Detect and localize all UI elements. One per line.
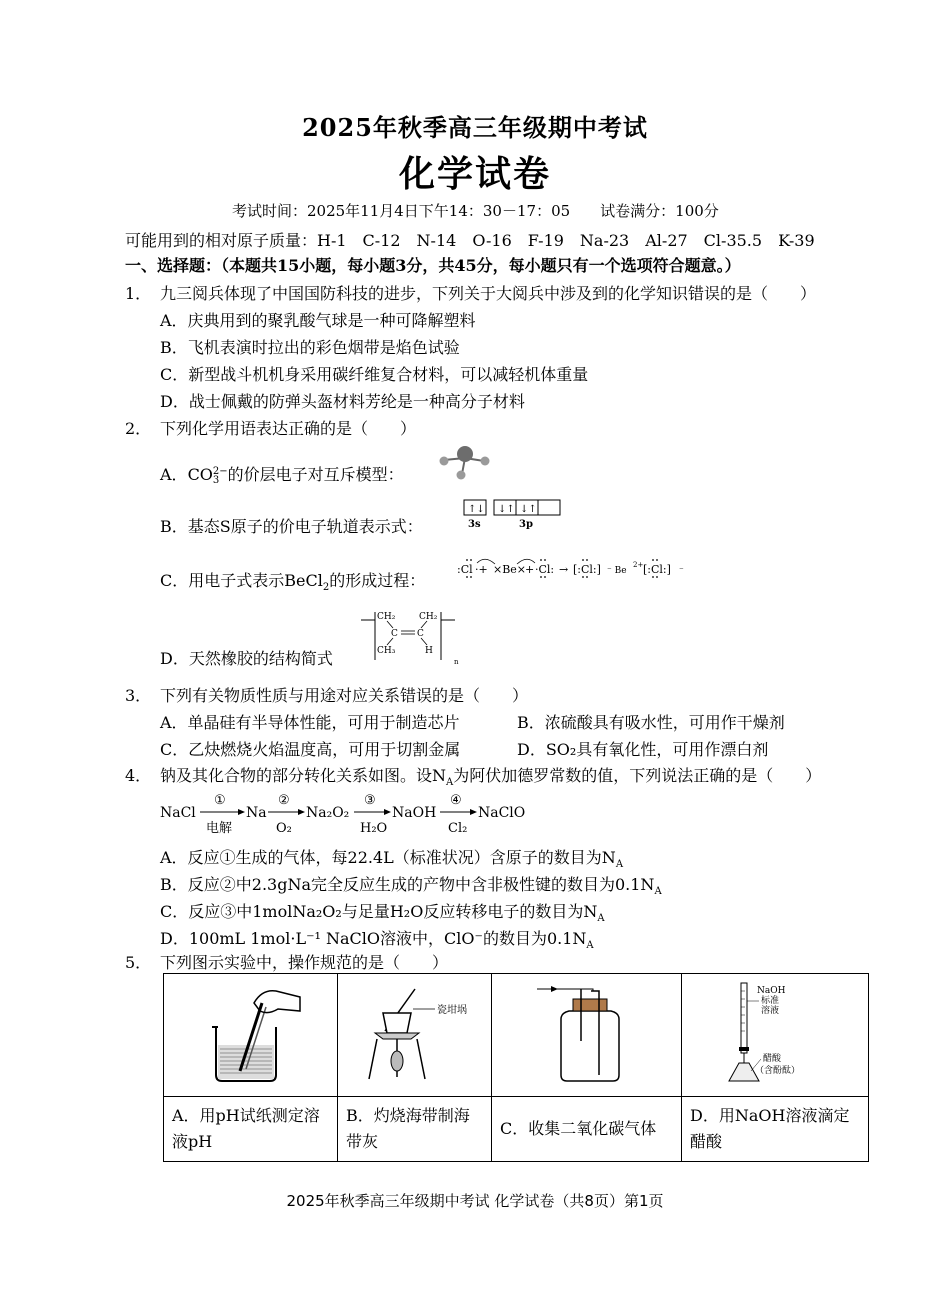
step-3: ③: [364, 793, 376, 808]
molecule-model-image: [432, 440, 496, 480]
exam-info: 考试时间：2025年11月4日下午14：30－17：05 试卷满分：100分: [232, 202, 719, 220]
q2-a-subscript: 3: [212, 474, 220, 486]
crucible-figure: [355, 983, 475, 1083]
rubber-ch2-left: CH₂: [377, 612, 396, 622]
orbital-label-3p: 3p: [519, 519, 533, 529]
svg-text:·Cl:: ·Cl:: [535, 563, 555, 576]
q2-option-b: B．基态S原子的价电子轨道表示式：: [160, 517, 423, 536]
cond-1: 电解: [206, 821, 233, 836]
q4-a-sub: A: [615, 859, 624, 871]
svg-text:⁻: ⁻: [679, 566, 684, 576]
acetic-acid-label: 醋酸: [763, 1054, 782, 1064]
figure-a-cell: [164, 974, 338, 1097]
naoh-solution-label: 溶液: [761, 1006, 780, 1016]
q2-stem: 下列化学用语表达正确的是（ ）: [160, 419, 417, 438]
q4-c-sub: A: [597, 913, 605, 925]
q1-stem: 九三阅兵体现了中国国防科技的进步，下列关于大阅兵中涉及到的化学知识错误的是（ ）: [160, 284, 817, 303]
q1-option-a: A．庆典用到的聚乳酸气球是一种可降解塑料: [160, 311, 476, 330]
q2-option-d: D．天然橡胶的结构简式: [160, 649, 333, 668]
svg-text:[:Cl:]: [:Cl:]: [573, 563, 601, 576]
rubber-carbon-2: C: [417, 629, 424, 639]
ph-test-figure: [196, 983, 306, 1083]
q4-b-sub: A: [654, 886, 662, 898]
rubber-ch2-right: CH₂: [419, 612, 438, 622]
q5-stem: 下列图示实验中，操作规范的是（ ）: [160, 953, 449, 972]
phenolphthalein-label: （含酚酞）: [755, 1066, 801, 1076]
cond-3: H₂O: [360, 821, 388, 836]
section-heading: 一、选择题：（本题共15小题，每小题3分，共45分，每小题只有一个选项符合题意。）: [125, 256, 741, 275]
figure-c-cell: [492, 974, 682, 1097]
q4-a-text: A．反应①生成的气体，每22.4L（标准状况）含原子的数目为N: [160, 848, 616, 867]
q4-option-a: [160, 845, 623, 870]
figure-d-cell: [682, 974, 869, 1097]
q3-option-c: C．乙炔燃烧火焰温度高，可用于切割金属: [160, 740, 461, 759]
cond-2: O₂: [276, 821, 292, 836]
svg-text:+: +: [525, 563, 535, 576]
svg-text:⁻ Be: ⁻ Be: [607, 566, 627, 576]
orbital-label-3s: 3s: [468, 519, 481, 529]
q3-option-b: B．浓硫酸具有吸水性，可用作干燥剂: [517, 713, 785, 732]
caption-c: C．收集二氧化碳气体: [492, 1097, 682, 1162]
caption-a: A．用pH试纸测定溶液pH: [164, 1097, 338, 1162]
q4-option-c: [160, 899, 605, 924]
species-naclo: NaClO: [478, 805, 526, 821]
q4-b-text: B．反应②中2.3gNa完全反应生成的产物中含非极性键的数目为0.1N: [160, 875, 655, 894]
svg-text::Cl: :Cl: [457, 563, 473, 576]
q1-option-d: D．战士佩戴的防弹头盔材料芳纶是一种高分子材料: [160, 392, 525, 411]
rubber-ch3: CH₃: [377, 646, 396, 656]
q2-a-charge: 2−: [212, 465, 228, 477]
svg-text:↑↓: ↑↓: [468, 504, 485, 515]
q4-stem-sub: A: [446, 777, 454, 789]
rubber-n: n: [454, 658, 459, 666]
q2-option-c: [160, 568, 425, 593]
q2-c-text: 的形成过程：: [329, 571, 426, 590]
q3-option-a: A．单晶硅有半导体性能，可用于制造芯片: [160, 713, 460, 732]
rubber-h: H: [425, 646, 433, 656]
q5-number: 5．: [125, 953, 152, 972]
naoh-standard-label: 标准: [761, 996, 780, 1006]
caption-b: B．灼烧海带制海带灰: [338, 1097, 492, 1162]
svg-text:2+: 2+: [633, 561, 644, 569]
q4-stem-text: 钠及其化合物的部分转化关系如图。设N: [160, 766, 447, 785]
crucible-label: 瓷坩埚: [436, 1005, 467, 1016]
species-na: Na: [246, 805, 267, 821]
svg-text:·+: ·+: [475, 563, 488, 576]
q2-a-prefix: A．: [160, 465, 188, 484]
q1-number: 1．: [125, 284, 152, 303]
step-1: ①: [214, 793, 226, 808]
q4-number: 4．: [125, 766, 152, 785]
svg-text:×Be×: ×Be×: [493, 563, 527, 576]
q4-stem-post: 为阿伏加德罗常数的值，下列说法正确的是（ ）: [453, 766, 822, 785]
svg-text:↓↑: ↓↑: [520, 504, 537, 515]
q4-option-d: [160, 926, 594, 951]
cond-4: Cl₂: [448, 821, 468, 836]
q2-a-text: 的价层电子对互斥模型：: [227, 465, 404, 484]
species-na2o2: Na₂O₂: [306, 805, 350, 821]
q3-number: 3．: [125, 686, 152, 705]
rubber-carbon-1: C: [391, 629, 398, 639]
electron-formula-image: [455, 554, 695, 582]
figure-b-cell: [338, 974, 492, 1097]
svg-text:↓↑: ↓↑: [498, 504, 515, 515]
naoh-label: NaOH: [757, 986, 786, 996]
titration-figure: [715, 981, 835, 1085]
q1-option-b: B．飞机表演时拉出的彩色烟带是焰色试验: [160, 338, 460, 357]
experiment-table: [163, 973, 869, 1162]
svg-text:[:Cl:]: [:Cl:]: [643, 563, 671, 576]
step-4: ④: [450, 793, 462, 808]
q4-d-sub: A: [586, 940, 594, 952]
svg-text:→: →: [559, 563, 569, 576]
q4-d-text: D．100mL 1mol·L⁻¹ NaClO溶液中，ClO⁻的数目为0.1N: [160, 929, 587, 948]
subject-title: 化学试卷: [398, 153, 551, 195]
q2-c-prefix: C．用电子式表示BeCl: [160, 571, 323, 590]
atomic-masses: 可能用到的相对原子质量：H-1 C-12 N-14 O-16 F-19 Na-23 Al-27 Cl-35.5 K-39: [125, 231, 815, 250]
q4-stem: [160, 763, 821, 788]
q3-option-d: D．SO₂具有氧化性，可用作漂白剂: [517, 740, 769, 759]
page-footer: 2025年秋季高三年级期中考试 化学试卷（共8页）第1页: [286, 1192, 664, 1210]
q2-c-subscript: 2: [322, 582, 330, 594]
q3-stem: 下列有关物质性质与用途对应关系错误的是（ ）: [160, 686, 529, 705]
conversion-scheme: [158, 788, 538, 838]
q4-option-b: [160, 872, 662, 897]
species-naoh: NaOH: [392, 805, 437, 821]
rubber-structure-image: [355, 608, 465, 666]
q2-a-formula: CO: [187, 465, 213, 484]
q2-option-a: [160, 462, 404, 485]
exam-title: 2025年秋季高三年级期中考试: [302, 113, 648, 142]
gas-collection-figure: [527, 983, 647, 1083]
q2-number: 2．: [125, 419, 152, 438]
caption-d: D．用NaOH溶液滴定醋酸: [682, 1097, 869, 1162]
q1-option-c: C．新型战斗机机身采用碳纤维复合材料，可以减轻机体重量: [160, 365, 589, 384]
species-nacl: NaCl: [160, 805, 196, 821]
step-2: ②: [278, 793, 290, 808]
orbital-diagram: [462, 499, 564, 529]
q4-c-text: C．反应③中1molNa₂O₂与足量H₂O反应转移电子的数目为N: [160, 902, 598, 921]
